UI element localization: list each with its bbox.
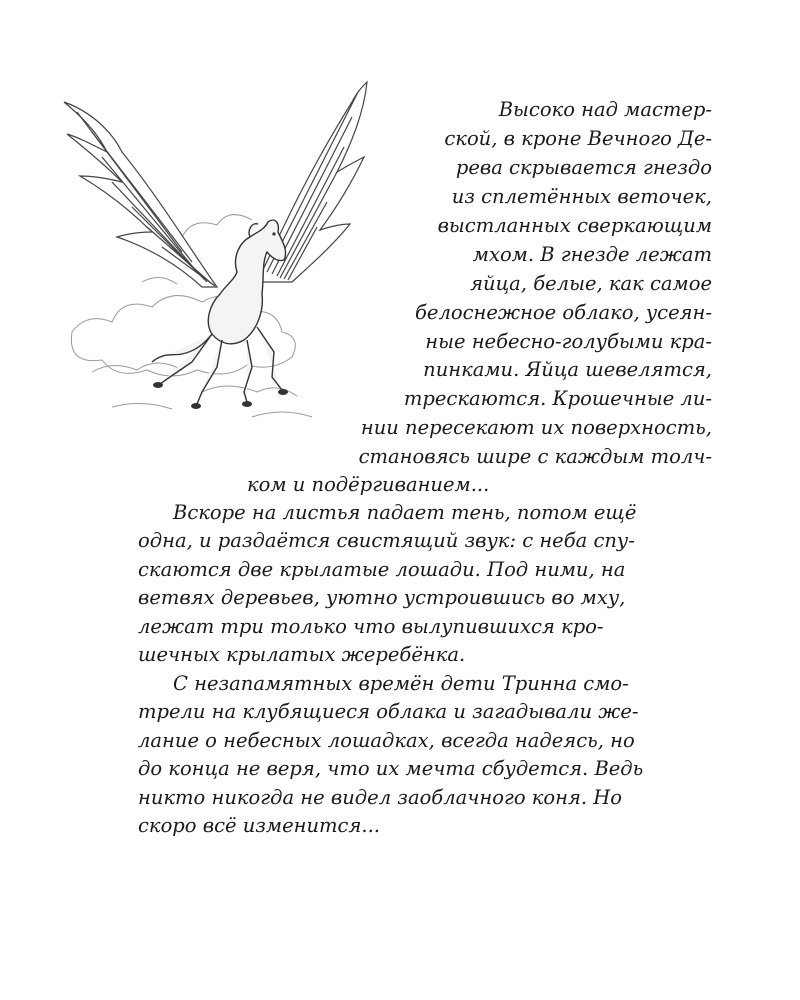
text-line: Вскоре на листья падает тень, потом ещё [173,501,637,524]
winged-horse-illustration [52,72,382,452]
text-line: С незапамятных времён дети Тринна смо- [173,672,629,695]
text-line: одна, и раздаётся свистящий звук: с неба спу- [138,529,635,552]
text-line: белоснежное облако, усеян- [415,301,712,324]
text-line: пинками. Яйца шевелятся, [423,358,712,381]
text-line: рева скрывается гнездо [455,156,712,179]
text-line: трескаются. Крошечные ли- [403,387,712,410]
text-line: яйца, белые, как самое [470,272,712,295]
horse-eye-icon [272,232,275,235]
text-line: нии пересекают их поверхность, [360,416,712,439]
text-line: ком и подёргиванием... [247,473,490,496]
left-wing-icon [64,102,217,287]
text-line: из сплетённых веточек, [451,185,712,208]
text-line: лежат три только что вылупившихся кро- [138,615,604,638]
text-line: мхом. В гнезде лежат [472,243,712,266]
text-line: трели на клубящиеся облака и загадывали же- [138,700,639,723]
text-line: Высоко над мастер- [498,98,712,121]
text-line: ветвях деревьев, уютно устроившись во мху, [138,586,626,609]
text-line: ской, в кроне Вечного Де- [444,127,712,150]
text-line: до конца не веря, что их мечта сбудется. Ведь [138,757,644,780]
text-line: становясь шире с каждым толч- [358,445,712,468]
text-line: шечных крылатых жеребёнка. [138,643,466,666]
text-line: выстланных сверкающим [437,214,712,237]
text-line: никто никогда не видел заоблачного коня. Но [138,786,623,809]
text-line: скоро всё изменится... [138,814,380,837]
text-line: ные небесно-голубыми кра- [425,330,712,353]
text-line: скаются две крылатые лошади. Под ними, на [138,558,626,581]
text-line: лание о небесных лошадках, всегда надеясь, но [138,729,635,752]
